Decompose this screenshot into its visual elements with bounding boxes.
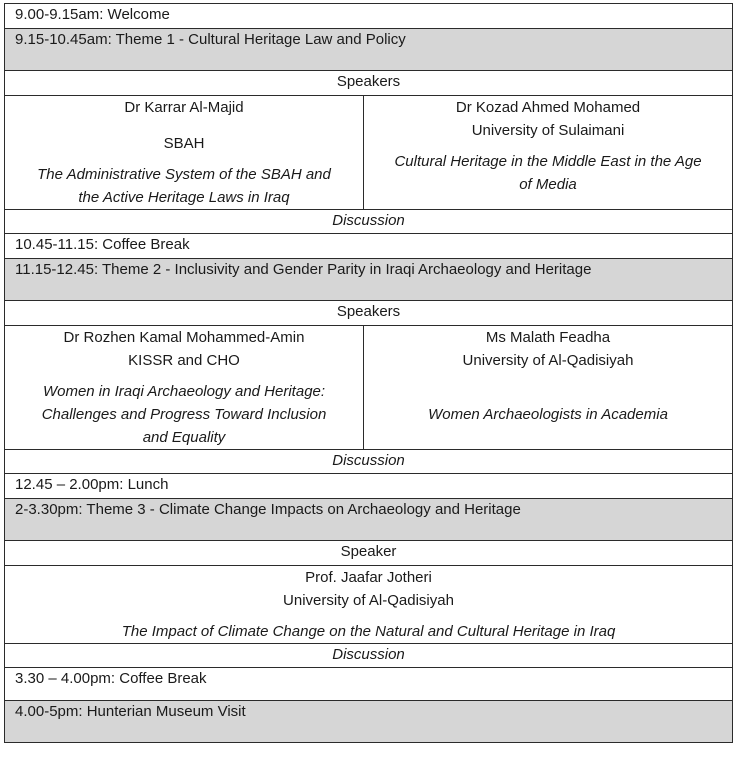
theme2-speakers-header: Speakers: [5, 301, 733, 326]
theme1-speaker-right: [364, 96, 733, 210]
speaker-name: Dr Kozad Ahmed Mohamed: [455, 99, 641, 116]
talk-title-line3: and Equality: [142, 429, 226, 446]
theme1-speaker-left: [5, 96, 364, 210]
coffee-break-1: 10.45-11.15: Coffee Break: [5, 234, 733, 259]
talk-title: The Impact of Climate Change on the Natural and Cultural Heritage in Iraq: [121, 623, 616, 640]
speaker-affiliation: University of Al-Qadisiyah: [283, 592, 454, 609]
museum-visit-row: 4.00-5pm: Hunterian Museum Visit: [5, 701, 733, 743]
speaker-affiliation: University of Sulaimani: [471, 122, 625, 139]
talk-title-line2: Challenges and Progress Toward Inclusion: [41, 406, 327, 423]
theme3-speaker-header: Speaker: [5, 541, 733, 566]
theme1-discussion: Discussion: [5, 210, 733, 234]
talk-title-line1: Women in Iraqi Archaeology and Heritage:: [42, 383, 326, 400]
theme2-speaker-right: [364, 326, 733, 450]
speaker-name: Prof. Jaafar Jotheri: [305, 569, 432, 586]
welcome-row: 9.00-9.15am: Welcome: [5, 4, 733, 29]
speaker-affiliation: KISSR and CHO: [128, 352, 240, 369]
talk-title-line2: of Media: [519, 176, 577, 193]
speaker-affiliation: SBAH: [163, 135, 205, 152]
theme3-discussion: Discussion: [5, 644, 733, 668]
theme2-speaker-left: [5, 326, 364, 450]
theme1-title: 9.15-10.45am: Theme 1 - Cultural Heritage Law and Policy: [5, 29, 733, 71]
programme-table: [4, 3, 733, 743]
theme3-speaker: [5, 566, 733, 644]
speaker-name: Ms Malath Feadha: [485, 329, 611, 346]
theme1-speakers-header: Speakers: [5, 71, 733, 96]
lunch-row: 12.45 – 2.00pm: Lunch: [5, 474, 733, 499]
theme2-title: 11.15-12.45: Theme 2 - Inclusivity and Gender Parity in Iraqi Archaeology and Heritage: [5, 259, 733, 301]
coffee-break-2: 3.30 – 4.00pm: Coffee Break: [5, 668, 733, 701]
speaker-affiliation: University of Al-Qadisiyah: [462, 352, 634, 369]
talk-title-line2: the Active Heritage Laws in Iraq: [78, 189, 290, 206]
speaker-name: Dr Karrar Al-Majid: [124, 99, 244, 116]
theme2-discussion: Discussion: [5, 450, 733, 474]
talk-title-line1: Cultural Heritage in the Middle East in the Age: [394, 153, 702, 170]
theme3-title: 2-3.30pm: Theme 3 - Climate Change Impacts on Archaeology and Heritage: [5, 499, 733, 541]
talk-title-line1: The Administrative System of the SBAH and: [37, 166, 331, 183]
talk-title: Women Archaeologists in Academia: [428, 406, 668, 423]
speaker-name: Dr Rozhen Kamal Mohammed-Amin: [63, 329, 305, 346]
